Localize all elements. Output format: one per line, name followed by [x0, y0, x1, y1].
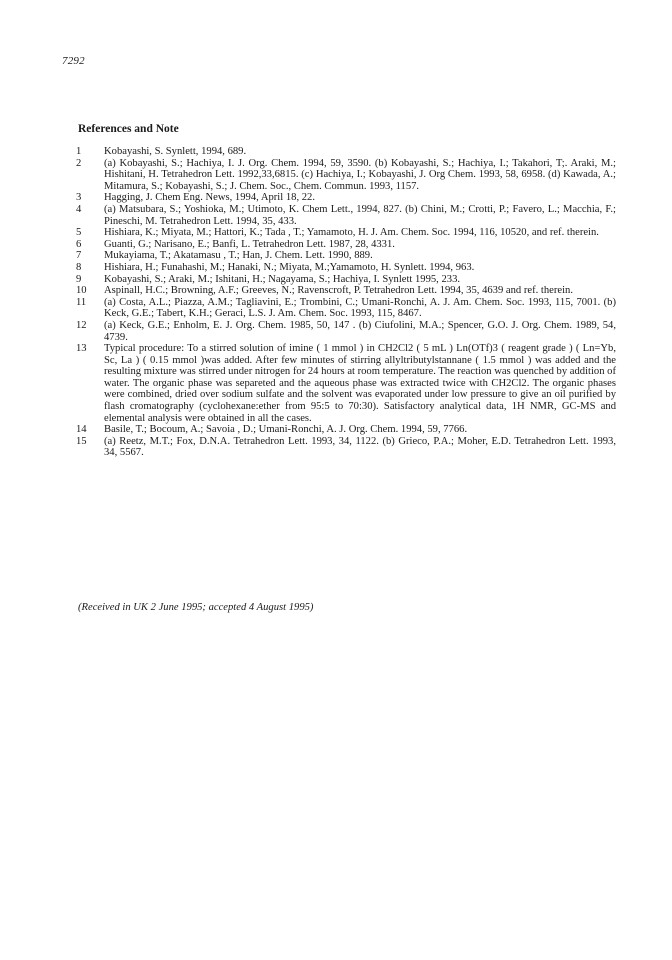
references-list: [76, 146, 616, 459]
reference-number: 9: [76, 273, 82, 285]
reference-number: 8: [76, 261, 82, 273]
received-note: (Received in UK 2 June 1995; accepted 4 August 1995): [78, 602, 314, 613]
reference-text: Aspinall, H.C.; Browning, A.F.; Greeves, N.; Ravenscroft, P. Tetrahedron Lett. 1994, 35, 4639 and ref. therein.: [104, 285, 573, 297]
reference-number: 13: [76, 343, 87, 355]
reference-number: 11: [76, 296, 87, 308]
reference-item: [76, 285, 616, 297]
reference-number: 15: [76, 435, 87, 447]
section-title: References and Note: [78, 123, 179, 135]
reference-item: [76, 274, 616, 286]
reference-text: Hishiara, H.; Funahashi, M.; Hanaki, N.; Miyata, M.;Yamamoto, H. Synlett. 1994, 963.: [104, 261, 475, 273]
reference-number: 14: [76, 424, 87, 436]
reference-number: 2: [76, 157, 82, 169]
reference-number: 1: [76, 146, 82, 157]
reference-number: 6: [76, 238, 82, 250]
reference-text: Typical procedure: To a stirred solution of imine ( 1 mmol ) in CH2Cl2 ( 5 mL ) Ln(OTf)3 ( reagent grade ) ( Ln=Yb, Sc, La ) ( 0.15 mmol )was added. After few minutes of stirring allyltributylstannane ( 1.5 mmol ) was added and the resulting mixture was stirred under nitrogen for 24 hours at room temperature. The reaction was quenched by addition of water. The organic phase was separeted and the aqueous phase was extracted twice with CH2Cl2. The organic phases were combined, dried over sodium sulfate and the solvent was evaporated under low pressure to give an oil purified by flash cromatography (cyclohexane:ether from 95:5 to 70:30). Satisfactory analytical data, 1H NMR, GC-MS and elemental analysis were obtained in all the cases.: [104, 343, 616, 424]
reference-text: Mukayiama, T.; Akatamasu , T.; Han, J. Chem. Lett. 1990, 889.: [104, 250, 373, 262]
reference-text: Guanti, G.; Narisano, E.; Banfi, L. Tetrahedron Lett. 1987, 28, 4331.: [104, 238, 395, 250]
reference-text: Kobayashi, S.; Araki, M.; Ishitani, H.; Nagayama, S.; Hachiya, I. Synlett 1995, 233.: [104, 273, 461, 285]
reference-number: 4: [76, 203, 82, 215]
reference-number: 12: [76, 319, 87, 331]
reference-text: (a) Kobayashi, S.; Hachiya, I. J. Org. Chem. 1994, 59, 3590. (b) Kobayashi, S.; Hachiya, I.; Takahori, T;. Araki, M.; Hishitani, H. Tetrahedron Lett. 1992,33,6815. (c) Hachiya, I.; Kobayashi, J. Org Chem. 1993, 58, 6958. (d) Kawada, A.; Mitamura, S.; Kobayashi, S.; J. Chem. Soc., Chem. Commun. 1993, 1157.: [104, 157, 616, 192]
reference-text: Basile, T.; Bocoum, A.; Savoia , D.; Umani-Ronchi, A. J. Org. Chem. 1994, 59, 7766.: [104, 424, 468, 436]
reference-item: [76, 262, 616, 274]
reference-number: 10: [76, 285, 87, 297]
reference-item: [76, 239, 616, 251]
reference-item: [76, 158, 616, 193]
reference-item: [76, 146, 616, 158]
reference-number: 3: [76, 192, 82, 204]
reference-text: (a) Matsubara, S.; Yoshioka, M.; Utimoto, K. Chem Lett., 1994, 827. (b) Chini, M.; Crotti, P.; Favero, L.; Macchia, F.; Pineschi, M. Tetrahedron Lett. 1994, 35, 433.: [104, 203, 616, 227]
reference-text: (a) Keck, G.E.; Enholm, E. J. Org. Chem. 1985, 50, 147 . (b) Ciufolini, M.A.; Spencer, G.O. J. Org. Chem. 1989, 54, 4739.: [104, 319, 616, 343]
reference-item: [76, 192, 616, 204]
reference-item: [76, 343, 616, 424]
page-number: 7292: [62, 55, 85, 67]
reference-text: Hishiara, K.; Miyata, M.; Hattori, K.; Tada , T.; Yamamoto, H. J. Am. Chem. Soc. 1994, 116, 10520, and ref. therein.: [104, 227, 599, 239]
reference-item: [76, 320, 616, 343]
reference-text: (a) Reetz, M.T.; Fox, D.N.A. Tetrahedron Lett. 1993, 34, 1122. (b) Grieco, P.A.; Moher, E.D. Tetrahedron Lett. 1993, 34, 5567.: [104, 435, 616, 459]
reference-item: [76, 204, 616, 227]
reference-text: Kobayashi, S. Synlett, 1994, 689.: [104, 146, 247, 157]
reference-item: [76, 436, 616, 459]
reference-item: [76, 297, 616, 320]
reference-number: 7: [76, 250, 82, 262]
reference-item: [76, 424, 616, 436]
reference-text: Hagging, J. Chem Eng. News, 1994, April 18, 22.: [104, 192, 315, 204]
reference-item: [76, 250, 616, 262]
reference-text: (a) Costa, A.L.; Piazza, A.M.; Tagliavini, E.; Trombini, C.; Umani-Ronchi, A. J. Am. Chem. Soc. 1993, 115, 7001. (b) Keck, G.E.; Tabert, K.H.; Geraci, L.S. J. Am. Chem. Soc. 1993, 115, 8467.: [104, 296, 616, 320]
reference-item: [76, 227, 616, 239]
reference-number: 5: [76, 227, 82, 239]
